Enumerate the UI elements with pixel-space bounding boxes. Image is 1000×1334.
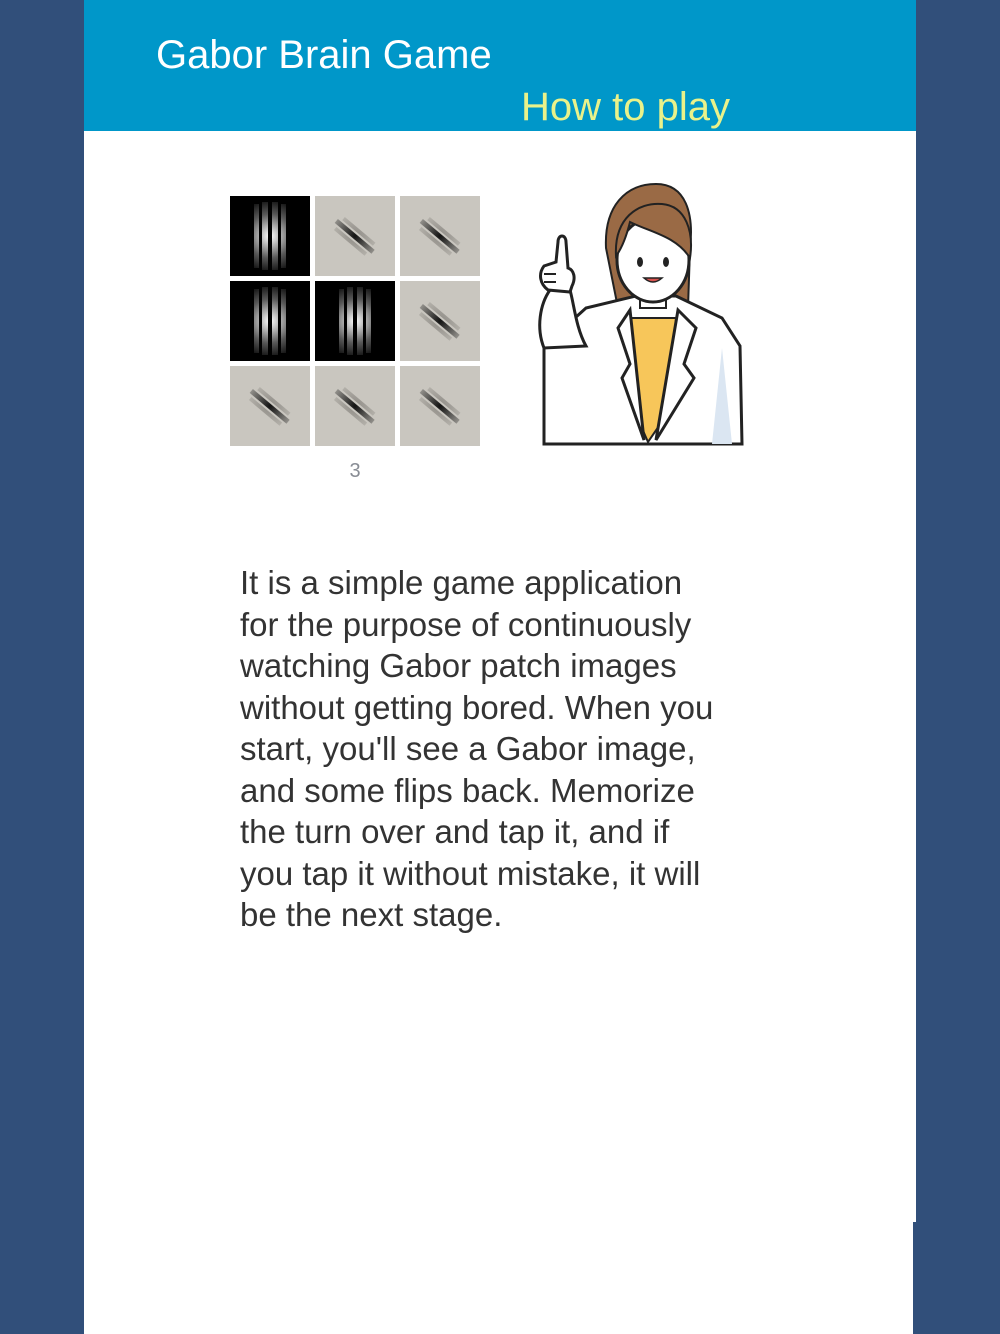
gabor-tile-revealed[interactable] xyxy=(230,196,310,276)
game-description: It is a simple game application for the purpose of continuously watching Gabor patch images without getting bored. When you start, you'll see a Gabor image, and some flips back. Memorize the turn over and tap it, and if you tap it without mistake, it will be the next stage. xyxy=(240,564,714,933)
gabor-tile-flipped[interactable] xyxy=(400,196,480,276)
gabor-tile-revealed[interactable] xyxy=(315,281,395,361)
instructor-pointing-icon xyxy=(526,178,758,446)
gabor-tile-flipped[interactable] xyxy=(315,196,395,276)
panel-notch xyxy=(913,1222,916,1334)
gabor-tile-flipped[interactable] xyxy=(400,281,480,361)
gabor-tile-revealed[interactable] xyxy=(230,281,310,361)
how-to-play-title: How to play xyxy=(521,85,730,129)
gabor-tile-flipped[interactable] xyxy=(315,366,395,446)
grid-stage-label: 3 xyxy=(349,460,361,482)
app-title: Gabor Brain Game xyxy=(156,33,492,77)
gabor-demo-grid xyxy=(230,196,482,448)
gabor-tile-flipped[interactable] xyxy=(400,366,480,446)
gabor-tile-flipped[interactable] xyxy=(230,366,310,446)
